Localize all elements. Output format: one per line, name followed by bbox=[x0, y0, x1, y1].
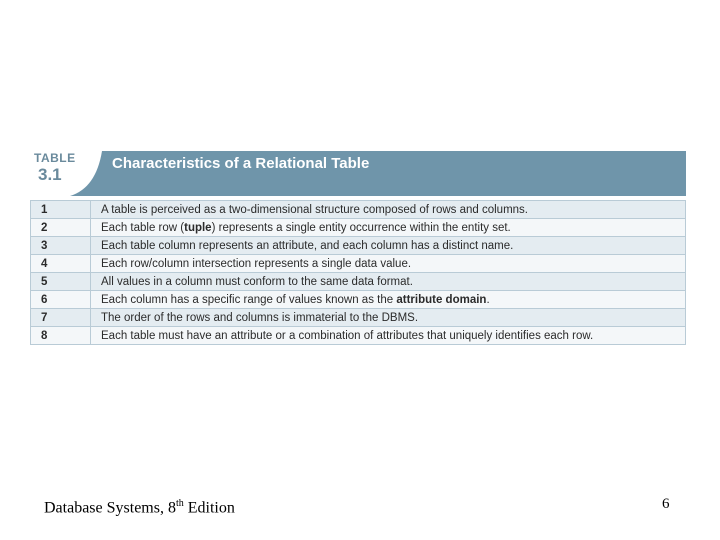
row-number: 1 bbox=[31, 201, 91, 219]
row-number: 5 bbox=[31, 273, 91, 291]
table-row bbox=[31, 309, 686, 327]
row-text: Each column has a specific range of values known as the attribute domain. bbox=[91, 291, 686, 309]
table-row bbox=[31, 291, 686, 309]
footer-book-title: Database Systems, 8th Edition bbox=[44, 498, 235, 517]
table-label: TABLE bbox=[34, 151, 76, 165]
table-number: 3.1 bbox=[38, 165, 62, 184]
characteristics-table bbox=[30, 200, 686, 345]
row-number: 7 bbox=[31, 309, 91, 327]
row-text: Each row/column intersection represents a single data value. bbox=[91, 255, 686, 273]
row-number: 4 bbox=[31, 255, 91, 273]
table-row bbox=[31, 237, 686, 255]
row-number: 8 bbox=[31, 327, 91, 345]
table-row bbox=[31, 327, 686, 345]
table-header-band bbox=[30, 148, 686, 198]
row-number: 6 bbox=[31, 291, 91, 309]
row-text: The order of the rows and columns is immaterial to the DBMS. bbox=[91, 309, 686, 327]
row-number: 3 bbox=[31, 237, 91, 255]
table-row bbox=[31, 273, 686, 291]
row-text: Each table column represents an attribute, and each column has a distinct name. bbox=[91, 237, 686, 255]
term-attribute-domain: attribute domain bbox=[396, 293, 487, 306]
row-text: All values in a column must conform to the same data format. bbox=[91, 273, 686, 291]
row-text: Each table must have an attribute or a combination of attributes that uniquely identifies each row. bbox=[91, 327, 686, 345]
table-row bbox=[31, 255, 686, 273]
table-row bbox=[31, 201, 686, 219]
term-tuple: tuple bbox=[184, 221, 212, 234]
row-text: A table is perceived as a two-dimensional structure composed of rows and columns. bbox=[91, 201, 686, 219]
row-text: Each table row (tuple) represents a single entity occurrence within the entity set. bbox=[91, 219, 686, 237]
table-title: Characteristics of a Relational Table bbox=[112, 155, 370, 172]
table-row bbox=[31, 219, 686, 237]
row-number: 2 bbox=[31, 219, 91, 237]
page-number: 6 bbox=[662, 496, 670, 512]
relational-table-figure bbox=[30, 148, 686, 348]
